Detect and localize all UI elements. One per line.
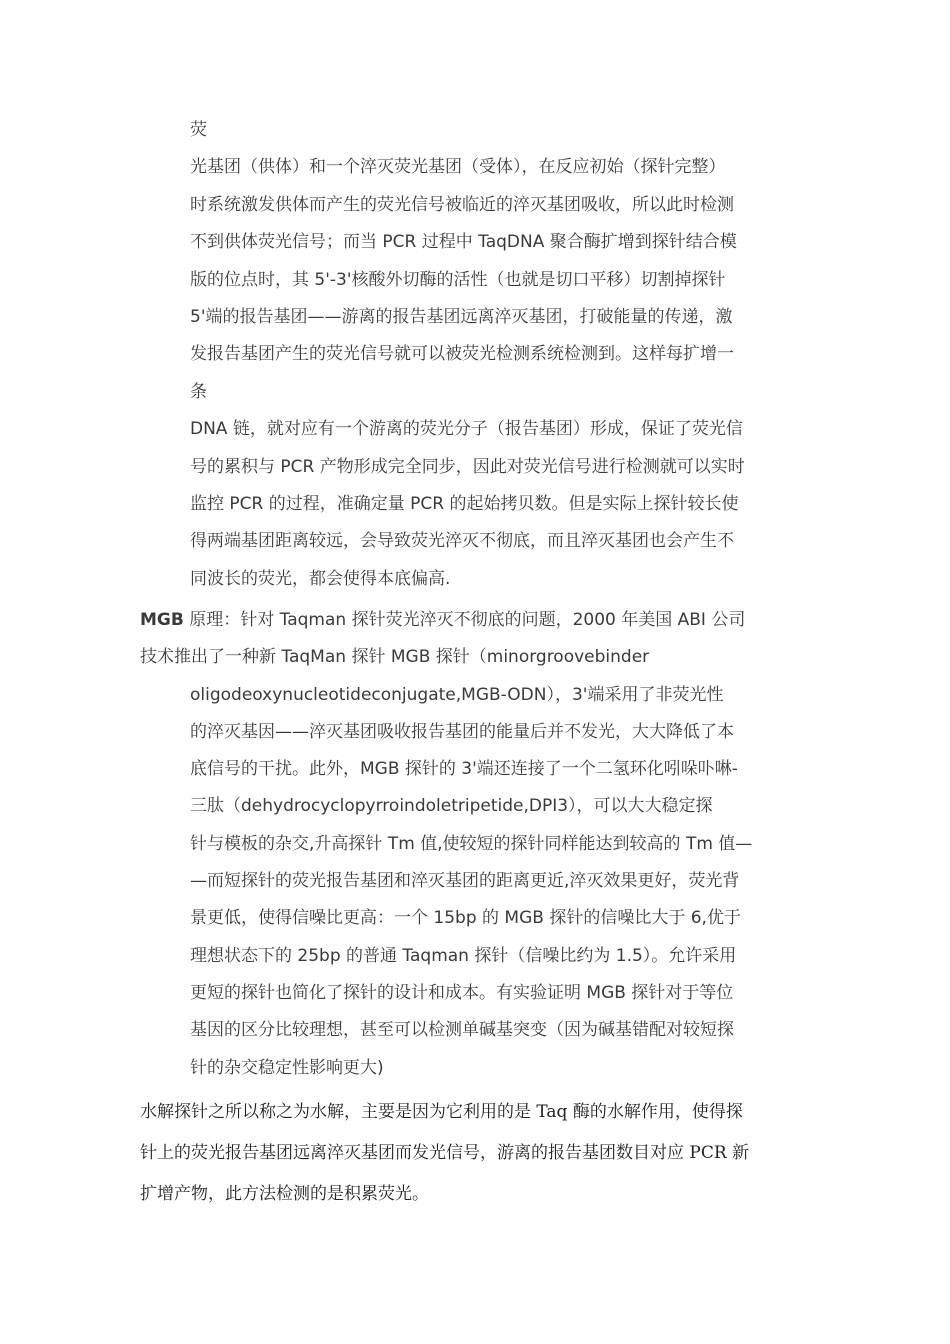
mgb-principle-paragraph	[140, 602, 812, 1087]
text-line: 监控 PCR 的过程，准确定量 PCR 的起始拷贝数。但是实际上探针较长使	[190, 494, 739, 515]
hydrolysis-probe-paragraph	[140, 1092, 812, 1215]
text-line: 版的位点时，其 5'-3'核酸外切酶的活性（也就是切口平移）切割掉探针	[190, 269, 726, 290]
text-line: DNA 链，就对应有一个游离的荧光分子（报告基团）形成，保证了荧光信	[190, 419, 743, 440]
text-line: 更短的探针也简化了探针的设计和成本。有实验证明 MGB 探针对于等位	[190, 982, 734, 1003]
text-line: 原理：针对 Taqman 探针荧光淬灭不彻底的问题，2000 年美国 ABI 公司	[183, 610, 746, 630]
text-line: —而短探针的荧光报告基团和淬灭基团的距离更近,淬灭效果更好，荧光背	[190, 871, 740, 892]
text-line: 不到供体荧光信号；而当 PCR 过程中 TaqDNA 聚合酶扩增到探针结合模	[190, 232, 737, 253]
text-line: 的淬灭基因——淬灭基团吸收报告基团的能量后并不发光，大大降低了本	[190, 721, 734, 742]
text-line: 荧	[190, 120, 207, 140]
text-line: 扩增产物，此方法检测的是积累荧光。	[140, 1184, 429, 1204]
text-line: 时系统激发供体而产生的荧光信号被临近的淬灭基团吸收，所以此时检测	[190, 194, 734, 215]
text-line: 5'端的报告基团——游离的报告基团远离淬灭基团，打破能量的传递，激	[190, 307, 733, 328]
mgb-label: MGB	[140, 610, 184, 630]
text-line: 技术推出了一种新 TaqMan 探针 MGB 探针（minorgroovebinder	[140, 647, 650, 668]
text-line: 得两端基团距离较远，会导致荧光淬灭不彻底，而且淬灭基团也会产生不	[190, 531, 734, 552]
text-line: 三肽（dehydrocyclopyrroindoletripetide,DPI3），可以大大稳定探	[190, 796, 713, 817]
text-line: 号的累积与 PCR 产物形成完全同步，因此对荧光信号进行检测就可以实时	[190, 456, 745, 477]
mgb-first-line	[140, 602, 812, 639]
text-line: oligodeoxynucleotideconjugate,MGB-ODN），3'端采用了非荧光性	[190, 684, 724, 705]
text-line: 底信号的干扰。此外，MGB 探针的 3'端还连接了一个二氢环化吲哚卟啉-	[190, 759, 738, 780]
text-line: 水解探针之所以称之为水解，主要是因为它利用的是 Taq 酶的水解作用，使得探	[140, 1102, 743, 1122]
text-line: 基因的区分比较理想，甚至可以检测单碱基突变（因为碱基错配对较短探	[190, 1020, 734, 1041]
text-line: 针与模板的杂交,升高探针 Tm 值,使较短的探针同样能达到较高的 Tm 值—	[190, 833, 753, 854]
taqman-principle-paragraph	[190, 112, 812, 598]
text-line: 同波长的荧光，都会使得本底偏高.	[190, 568, 451, 589]
text-line: 理想状态下的 25bp 的普通 Taqman 探针（信噪比约为 1.5）。允许采用	[190, 945, 737, 966]
mgb-indented-block	[140, 677, 812, 1087]
text-line: 发报告基团产生的荧光信号就可以被荧光检测系统检测到。这样每扩增一	[190, 344, 734, 365]
text-line: 景更低，使得信噪比更高：一个 15bp 的 MGB 探针的信噪比大于 6,优于	[190, 908, 741, 929]
text-line: 针的杂交稳定性影响更大)	[190, 1057, 384, 1078]
text-line: 针上的荧光报告基团远离淬灭基团而发光信号，游离的报告基团数目对应 PCR 新	[140, 1143, 750, 1163]
text-line: 条	[190, 381, 207, 402]
text-line: 光基团（供体）和一个淬灭荧光基团（受体），在反应初始（探针完整）	[190, 157, 726, 178]
